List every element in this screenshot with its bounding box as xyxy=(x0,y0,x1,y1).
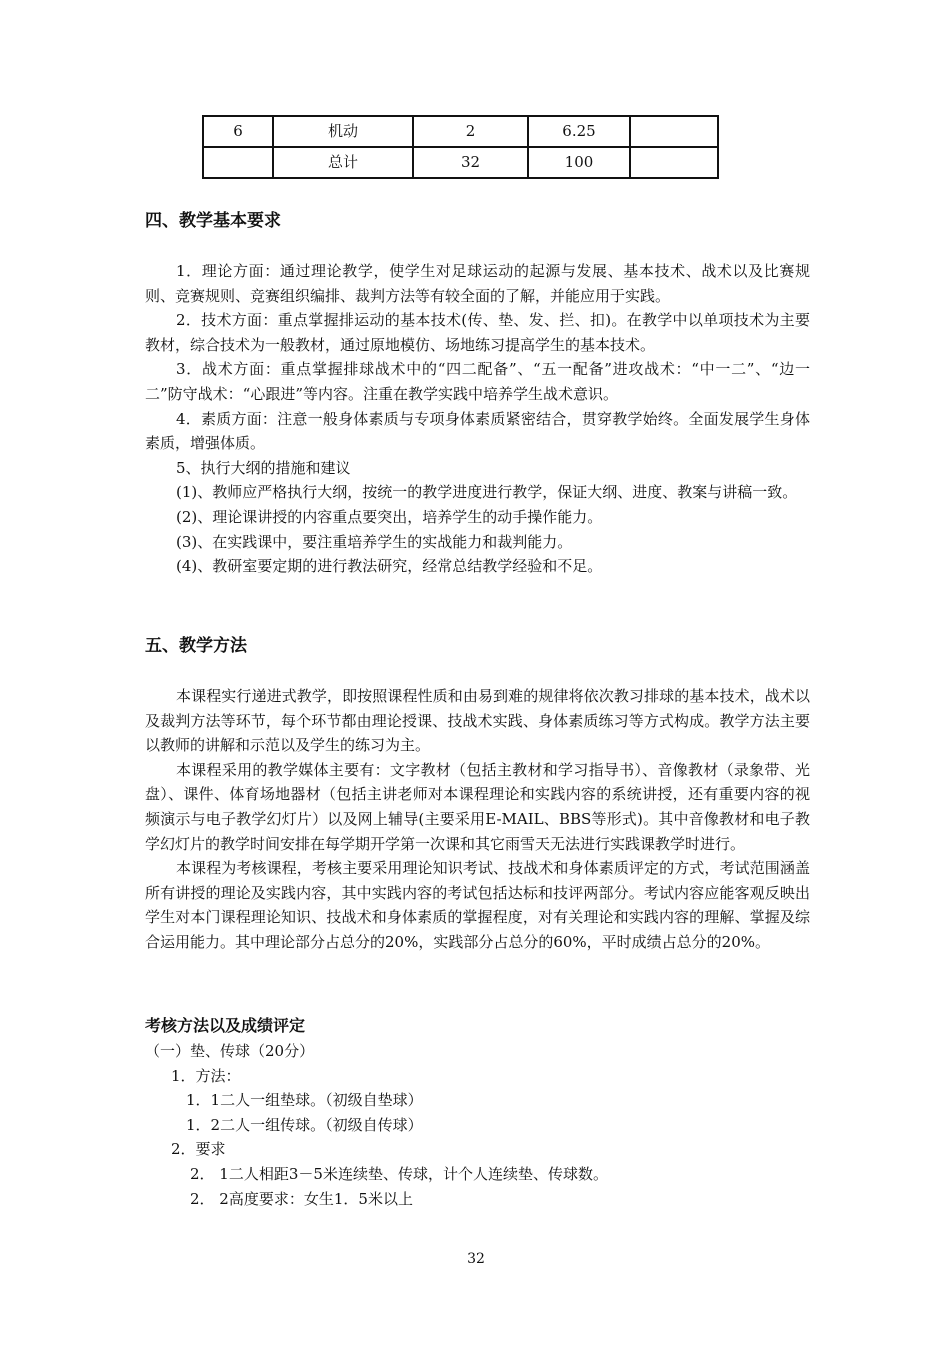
section-4-body xyxy=(145,259,810,579)
table-cell: 6.25 xyxy=(528,116,630,147)
table-cell xyxy=(203,147,273,178)
section-5-heading: 五、教学方法 xyxy=(145,636,247,656)
paragraph: 2．技术方面：重点掌握排运动的基本技术(传、垫、发、拦、扣)。在教学中以单项技术为主要教材，综合技术为一般教材，通过原地模仿、场地练习提高学生的基本技术。 xyxy=(145,311,810,354)
paragraph: (2)、理论课讲授的内容重点要突出，培养学生的动手操作能力。 xyxy=(176,507,603,526)
paragraph: 本课程采用的教学媒体主要有：文字教材（包括主教材和学习指导书）、音像教材（录象带、光盘）、课件、体育场地器材（包括主讲老师对本课程理论和实践内容的系统讲授，还有重要内容的视频演示与电子教学幻灯片）以及网上辅导(主要采用E-MAIL、BBS等形式)。其中音像教材和电子教学幻灯片的教学时间安排在每学期开学第一次课和其它雨雪天无法进行实践课教学时进行。 xyxy=(145,760,810,853)
paragraph: 1．理论方面：通过理论教学，使学生对足球运动的起源与发展、基本技术、战术以及比赛规则、竞赛规则、竞赛组织编排、裁判方法等有较全面的了解，并能应用于实践。 xyxy=(145,262,810,305)
table-cell: 总计 xyxy=(273,147,413,178)
table-cell: 6 xyxy=(203,116,273,147)
table-row xyxy=(203,147,718,178)
section-4-heading: 四、教学基本要求 xyxy=(145,211,281,231)
list-item: 2． 2高度要求：女生1．5米以上 xyxy=(190,1189,413,1208)
table-cell xyxy=(630,116,718,147)
exam-section xyxy=(145,1039,810,1211)
page-number: 32 xyxy=(467,1251,485,1267)
paragraph: 本课程为考核课程，考核主要采用理论知识考试、技战术和身体素质评定的方式，考试范围涵盖所有讲授的理论及实践内容，其中实践内容的考试包括达标和技评两部分。考试内容应能客观反映出学生对本门课程理论知识、技战术和身体素质的掌握程度，对有关理论和实践内容的理解、掌握及综合运用能力。其中理论部分占总分的20%，实践部分占总分的60%，平时成绩占总分的20%。 xyxy=(145,859,810,951)
table-cell xyxy=(630,147,718,178)
table-cell: 机动 xyxy=(273,116,413,147)
paragraph: (3)、在实践课中，要注重培养学生的实战能力和裁判能力。 xyxy=(176,532,573,551)
table-cell: 100 xyxy=(528,147,630,178)
list-item: 1．1二人一组垫球。（初级自垫球） xyxy=(186,1091,423,1110)
exam-heading: 考核方法以及成绩评定 xyxy=(145,1016,306,1035)
exam-part-title: （一）垫、传球（20分） xyxy=(145,1042,315,1060)
hours-table xyxy=(202,115,719,179)
paragraph: 4．素质方面：注意一般身体素质与专项身体素质紧密结合，贯穿教学始终。全面发展学生身体素质，增强体质。 xyxy=(145,409,810,453)
table-cell: 32 xyxy=(413,147,528,178)
paragraph: 本课程实行递进式教学，即按照课程性质和由易到难的规律将依次教习排球的基本技术，战术以及裁判方法等环节，每个环节都由理论授课、技战术实践、身体素质练习等方式构成。教学方法主要以教师的讲解和示范以及学生的练习为主。 xyxy=(145,687,810,755)
exam-requirement-label: 2．要求 xyxy=(171,1140,226,1159)
table-cell: 2 xyxy=(413,116,528,147)
paragraph: (4)、教研室要定期的进行教法研究，经常总结教学经验和不足。 xyxy=(176,557,603,576)
section-5-body xyxy=(145,684,810,955)
list-item: 1．2二人一组传球。（初级自传球） xyxy=(186,1115,423,1134)
paragraph: 5、执行大纲的措施和建议 xyxy=(176,458,351,477)
exam-method-label: 1．方法： xyxy=(171,1066,241,1085)
table-row xyxy=(203,116,718,147)
paragraph: (1)、教师应严格执行大纲，按统一的教学进度进行教学，保证大纲、进度、教案与讲稿一致。 xyxy=(176,483,798,502)
list-item: 2． 1二人相距3－5米连续垫、传球，计个人连续垫、传球数。 xyxy=(190,1164,608,1183)
paragraph: 3．战术方面：重点掌握排球战术中的“四二配备”、“五一配备”进攻战术：“中一二”、“边一二”防守战术：“心跟进”等内容。注重在教学实践中培养学生战术意识。 xyxy=(145,360,810,403)
